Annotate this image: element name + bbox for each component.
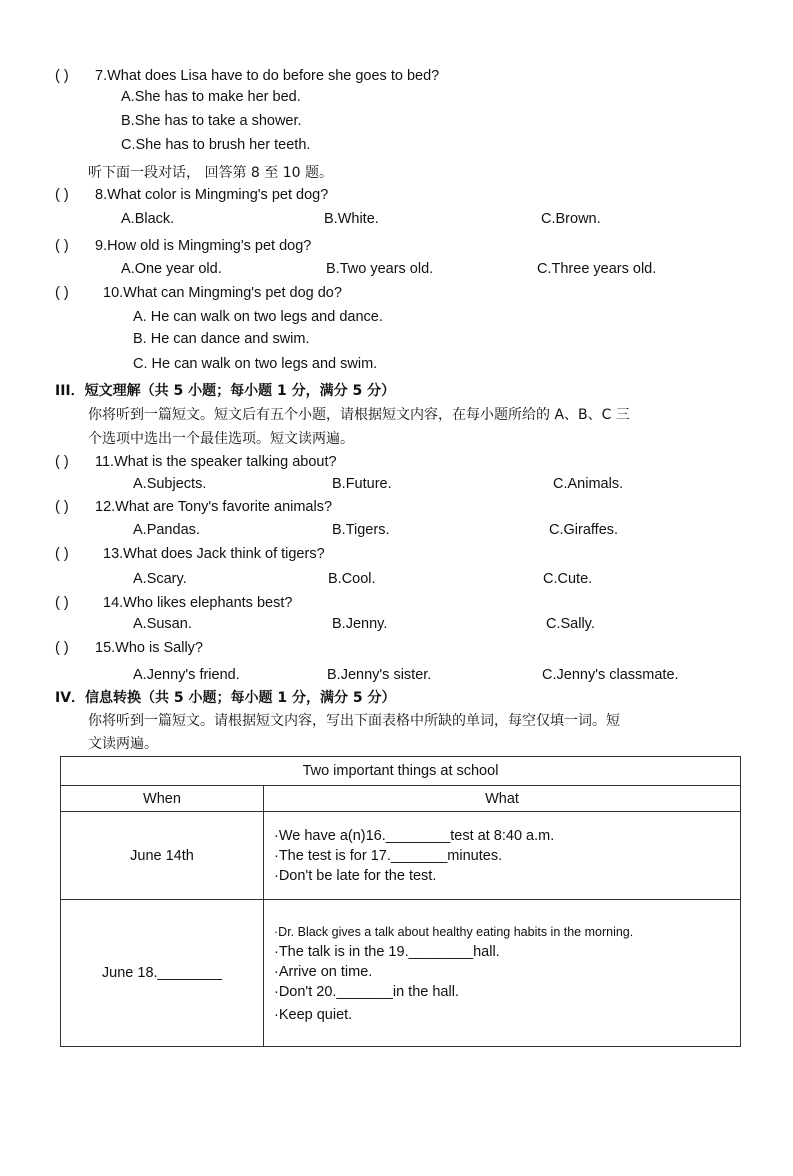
- section-3-instruction: 个选项中选出一个最佳选项。短文读两遍。: [88, 431, 354, 447]
- option-11b: B.Future.: [332, 476, 392, 492]
- row-1-what: [264, 812, 741, 900]
- option-7c: C.She has to brush her teeth.: [121, 137, 311, 153]
- table-line: ·Keep quiet.: [274, 1006, 353, 1023]
- table-line: ·Dr. Black gives a talk about healthy eating habits in the morning.: [274, 924, 634, 939]
- option-11c: C.Animals.: [553, 476, 624, 492]
- option-13b: B.Cool.: [328, 571, 376, 587]
- answer-paren: ( ): [55, 595, 69, 611]
- section-3-instruction: 你将听到一篇短文。短文后有五个小题，请根据短文内容，在每小题所给的 A、B、C 三: [88, 407, 630, 423]
- question-12: 12.What are Tony's favorite animals?: [95, 499, 333, 515]
- question-8: 8.What color is Mingming's pet dog?: [95, 187, 329, 203]
- question-14: 14.Who likes elephants best?: [103, 595, 293, 611]
- option-12b: B.Tigers.: [332, 522, 390, 538]
- section-4-instruction: 你将听到一篇短文。请根据短文内容，写出下面表格中所缺的单词，每空仅填一词。短: [88, 713, 620, 729]
- table-line: ·Don't 20._______in the hall.: [274, 983, 459, 1000]
- column-header-when: When: [61, 786, 264, 812]
- question-7: 7.What does Lisa have to do before she goes to bed?: [95, 68, 440, 84]
- row-1-when: June 14th: [61, 812, 264, 900]
- option-10c: C. He can walk on two legs and swim.: [133, 356, 378, 372]
- answer-paren: ( ): [55, 187, 69, 203]
- option-7a: A.She has to make her bed.: [121, 89, 301, 105]
- instruction-8-10: 听下面一段对话， 回答第 8 至 10 题。: [88, 165, 333, 181]
- answer-paren: ( ): [55, 640, 69, 656]
- table-title: Two important things at school: [61, 757, 741, 786]
- question-13: 13.What does Jack think of tigers?: [103, 546, 325, 562]
- row-2-what: [264, 900, 741, 1047]
- section-3-heading: III．短文理解（共 5 小题；每小题 1 分，满分 5 分）: [55, 383, 396, 399]
- option-13c: C.Cute.: [543, 571, 593, 587]
- option-10a: A. He can walk on two legs and dance.: [133, 309, 383, 325]
- table-line: ·The test is for 17._______minutes.: [274, 847, 503, 864]
- option-10b: B. He can dance and swim.: [133, 331, 310, 347]
- question-9: 9.How old is Mingming's pet dog?: [95, 238, 312, 254]
- option-15a: A.Jenny's friend.: [133, 667, 240, 683]
- option-8c: C.Brown.: [541, 211, 601, 227]
- option-14a: A.Susan.: [133, 616, 192, 632]
- option-11a: A.Subjects.: [133, 476, 207, 492]
- option-7b: B.She has to take a shower.: [121, 113, 302, 129]
- option-8a: A.Black.: [121, 211, 175, 227]
- option-8b: B.White.: [324, 211, 379, 227]
- option-15b: B.Jenny's sister.: [327, 667, 432, 683]
- answer-paren: ( ): [55, 285, 69, 301]
- option-13a: A.Scary.: [133, 571, 187, 587]
- section-4-instruction: 文读两遍。: [88, 736, 158, 752]
- table-line: ·We have a(n)16.________test at 8:40 a.m.: [274, 827, 555, 844]
- info-table: [60, 756, 741, 1047]
- option-9c: C.Three years old.: [537, 261, 657, 277]
- table-line: ·The talk is in the 19.________hall.: [274, 943, 500, 960]
- answer-paren: ( ): [55, 499, 69, 515]
- question-15: 15.Who is Sally?: [95, 640, 203, 656]
- answer-paren: ( ): [55, 68, 69, 84]
- option-9b: B.Two years old.: [326, 261, 434, 277]
- table-line: ·Don't be late for the test.: [274, 867, 437, 884]
- column-header-what: What: [264, 786, 741, 812]
- answer-paren: ( ): [55, 238, 69, 254]
- option-12a: A.Pandas.: [133, 522, 200, 538]
- section-4-heading: IV．信息转换（共 5 小题；每小题 1 分，满分 5 分）: [55, 690, 396, 706]
- option-15c: C.Jenny's classmate.: [542, 667, 679, 683]
- question-10: 10.What can Mingming's pet dog do?: [103, 285, 342, 301]
- option-14b: B.Jenny.: [332, 616, 388, 632]
- table-line: ·Arrive on time.: [274, 963, 373, 980]
- option-9a: A.One year old.: [121, 261, 222, 277]
- answer-paren: ( ): [55, 546, 69, 562]
- question-11: 11.What is the speaker talking about?: [95, 454, 337, 470]
- answer-paren: ( ): [55, 454, 69, 470]
- option-12c: C.Giraffes.: [549, 522, 619, 538]
- row-2-when: June 18.________: [61, 900, 264, 1047]
- option-14c: C.Sally.: [546, 616, 595, 632]
